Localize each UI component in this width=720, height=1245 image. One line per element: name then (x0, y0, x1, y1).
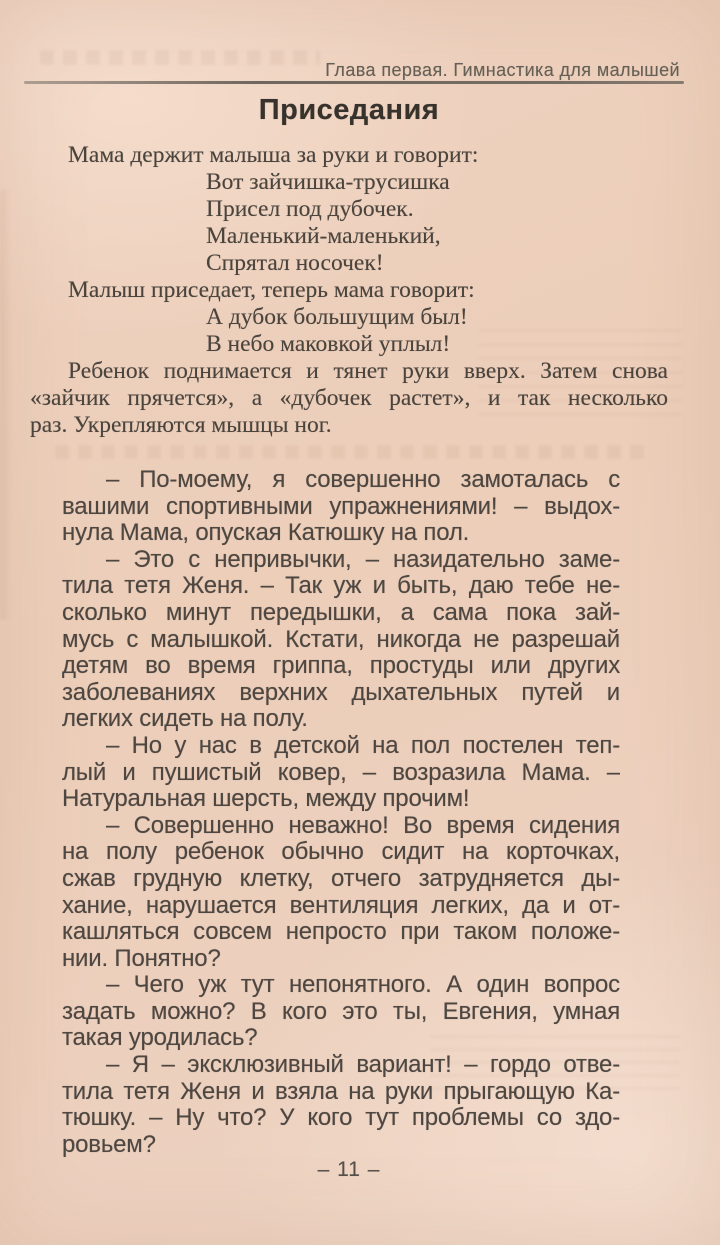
scan-smudge (0, 190, 12, 620)
exercise-line: Мама держит малыша за руки и говорит: (68, 142, 479, 168)
section-title: Приседания (258, 94, 440, 126)
story-line: тила тетя Женя. – Так уж и быть, даю тебе не- (62, 573, 620, 600)
exercise-line: «зайчик прячется», а «дубочек растет», и так несколько (30, 385, 668, 411)
story-text (62, 467, 620, 1158)
story-line: тюшку. – Ну что? У кого тут проблемы со здо- (62, 1105, 620, 1132)
exercise-verse-line: Маленький-маленький, (206, 223, 441, 249)
story-line: сжав грудную клетку, отчего затрудняется ды- (62, 865, 620, 892)
story-line: задать можно? В кого это ты, Евгения, умная (62, 998, 620, 1025)
story-line: лый и пушистый ковер, – возразила Мама. – (62, 759, 620, 786)
header-rule (24, 81, 684, 84)
exercise-verse-line: В небо маковкой уплыл! (206, 331, 451, 357)
story-line: заболеваниях верхних дыхательных путей и (62, 679, 620, 706)
story-line: детям во время гриппа, простуды или других (62, 653, 620, 680)
exercise-line: Малыш приседает, теперь мама говорит: (68, 277, 475, 303)
scan-smudge (55, 445, 645, 459)
story-line: сколько минут передышки, а сама пока зай- (62, 599, 620, 626)
story-line: на полу ребенок обычно сидит на корточках, (62, 839, 620, 866)
running-head: Глава первая. Гимнастика для малышей (325, 60, 680, 80)
scan-smudge (40, 50, 320, 65)
story-line: – Чего уж тут непонятного. А один вопрос (106, 972, 620, 999)
story-line: – По-моему, я совершенно замоталась с (106, 467, 620, 493)
exercise-line: Ребенок поднимается и тянет руки вверх. Затем снова (68, 358, 668, 384)
story-line: – Я – эксклюзивный вариант! – гордо отве- (106, 1052, 620, 1079)
story-line: Натуральная шерсть, между прочим! (62, 786, 470, 813)
exercise-verse-line: Спрятал носочек! (206, 250, 384, 276)
exercise-verse-line: А дубок большущим был! (206, 304, 468, 330)
exercise-verse-line: Присел под дубочек. (206, 196, 414, 222)
story-line: хание, нарушается вентиляция легких, да и от- (62, 892, 620, 919)
story-line: нии. Понятно? (62, 945, 221, 972)
exercise-line: раз. Укрепляются мышцы ног. (30, 412, 332, 438)
story-line: легких сидеть на полу. (62, 706, 308, 733)
page-number: – 11 – (317, 1158, 381, 1181)
story-line: такая уродилась? (62, 1025, 258, 1052)
exercise-verse-line: Вот зайчишка-трусишка (206, 169, 450, 195)
story-line: тила тетя Женя и взяла на руки прыгающую Ка- (62, 1078, 620, 1105)
exercise-text (30, 142, 668, 439)
story-line: – Это с непривычки, – назидательно заме- (106, 546, 620, 573)
story-line: мусь с малышкой. Кстати, никогда не разрешай (62, 626, 620, 653)
story-line: ровьем? (62, 1131, 156, 1158)
story-line: нула Мама, опуская Катюшку на пол. (62, 520, 470, 547)
story-line: – Совершенно неважно! Во время сидения (106, 812, 620, 839)
story-line: – Но у нас в детской на пол постелен теп- (106, 732, 620, 759)
story-line: кашляться совсем непросто при таком положе- (62, 919, 620, 946)
story-line: вашими спортивными упражнениями! – выдох- (62, 493, 620, 520)
